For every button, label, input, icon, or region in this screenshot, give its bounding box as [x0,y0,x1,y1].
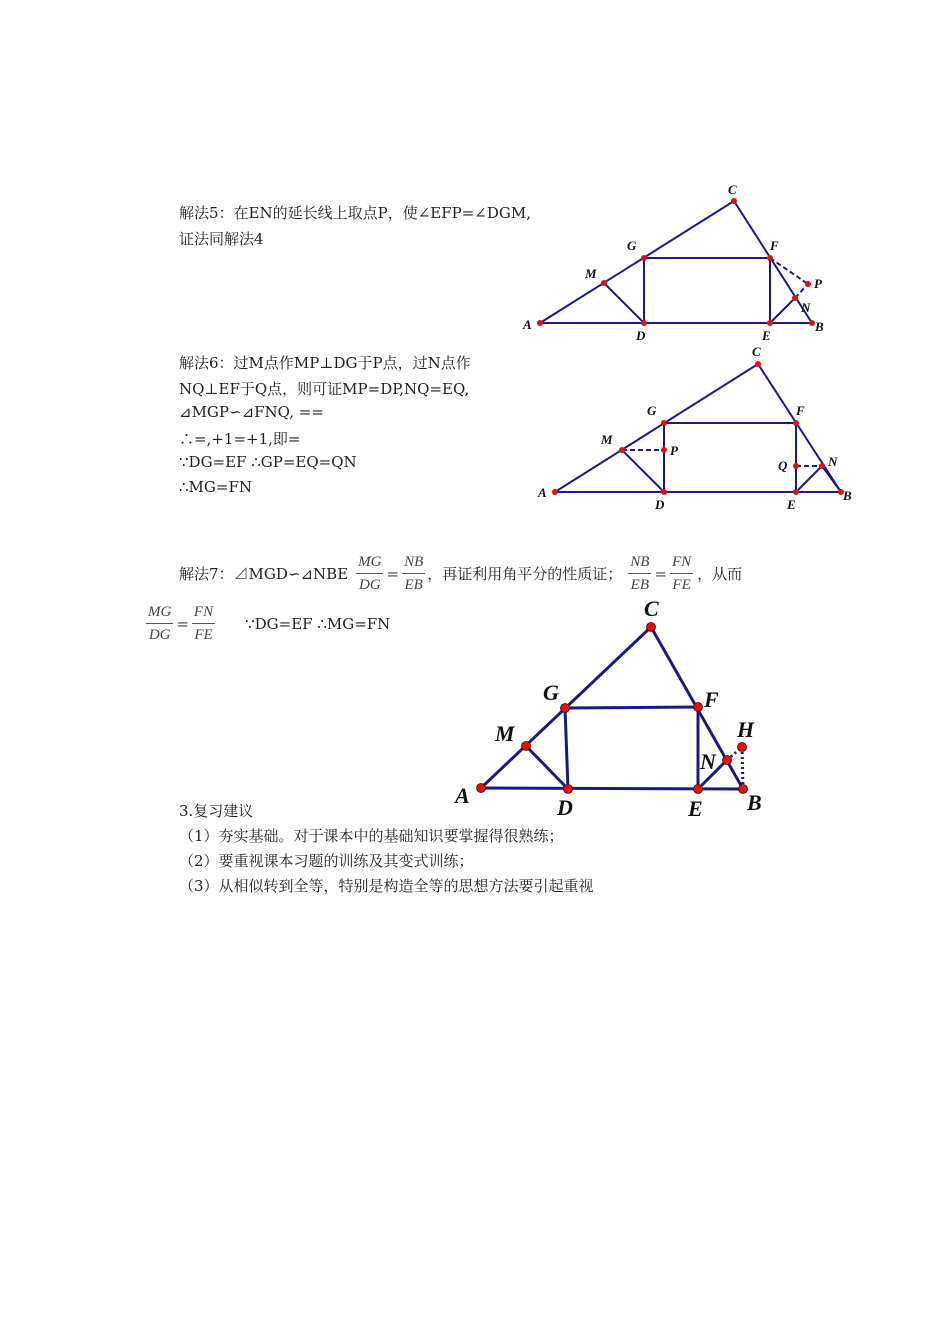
f6-label-e: E [787,497,796,512]
f6-label-n: N [828,454,838,469]
f7-label-m: M [495,721,515,746]
f6-label-q: Q [778,458,788,473]
method7-suffix: ，从而 [697,565,743,583]
f5-label-n: N [801,300,811,315]
f5-label-a: A [523,317,532,332]
review-item-1: （1）夯实基础。对于课本中的基础知识要掌握得很熟练； [179,827,564,845]
review-item-2: （2）要重视课本习题的训练及其变式训练； [179,852,474,870]
method7-line2: $\frac{MG}{DG}$ = $\frac{FN}{FE}$ ∵DG=EF ∴MG=FN [146,601,390,646]
review-item-3: （3）从相似转到全等，特别是构造全等的思想方法要引起重视 [179,877,594,895]
f6-label-m: M [601,432,613,447]
method6-line2: NQ⊥EF于Q点，则可证MP=DP,NQ=EQ, [179,380,470,398]
method6-line3: ⊿MGP∽⊿FNQ, == [179,403,324,421]
method7-frac3: $\frac{NB}{EB}$ [628,551,651,596]
method7-conclusion: ∵DG=EF ∴MG=FN [245,614,391,633]
f7-label-d: D [557,795,573,820]
f5-label-b: B [815,319,824,334]
method7-frac4: $\frac{FN}{FE}$ [670,551,693,596]
f5-label-c: C [728,182,737,197]
method6-line1: 解法6：过M点作MP⊥DG于P点，过N点作 [179,354,471,372]
method6-line4: ∴=,+1=+1,即= [179,430,301,448]
f7-label-e: E [688,796,703,821]
f6-label-d: D [655,497,665,512]
f7-label-c: C [644,596,659,621]
method5-line2: 证法同解法4 [179,230,264,248]
f7-label-a: A [455,783,470,808]
f5-label-d: D [636,328,646,343]
method7-line1: 解法7：⊿MGD∽⊿NBE $\frac{MG}{DG}$ = $\frac{NB}{EB}$ ，再证利用角平分的性质证； $\frac{NB}{EB}$ = $\frac{FN}{FE}$ ，从而 [179,551,742,596]
f6-label-c: C [752,344,761,359]
method5-line1: 解法5：在EN的延长线上取点P，使∠EFP=∠DGM, [179,204,532,222]
method7-frac2: $\frac{NB}{EB}$ [402,551,425,596]
f7-label-g: G [543,680,559,705]
f5-label-m: M [585,266,597,281]
method7-frac6: $\frac{FN}{FE}$ [192,601,215,646]
f7-label-f: F [704,687,719,712]
method7-mid: ，再证利用角平分的性质证； [427,565,623,583]
method7-prefix: 解法7：⊿MGD∽⊿NBE [179,565,349,583]
f5-label-f: F [770,238,779,253]
method7-frac1: $\frac{MG}{DG}$ [356,551,383,596]
f6-label-p: P [670,443,678,458]
f6-label-f: F [796,403,805,418]
f5-label-e: E [762,328,771,343]
review-heading: 3.复习建议 [179,802,254,820]
f5-label-p: P [814,276,822,291]
f7-label-h: H [737,717,755,742]
method6-line5: ∵DG=EF ∴GP=EQ=QN [179,453,357,471]
f6-label-a: A [538,485,547,500]
f5-label-g: G [627,238,637,253]
method6-line6: ∴MG=FN [179,478,252,496]
f6-label-b: B [843,488,852,503]
f6-label-g: G [647,403,657,418]
f7-label-b: B [747,790,762,815]
f7-label-n: N [700,749,716,774]
method7-frac5: $\frac{MG}{DG}$ [146,601,173,646]
